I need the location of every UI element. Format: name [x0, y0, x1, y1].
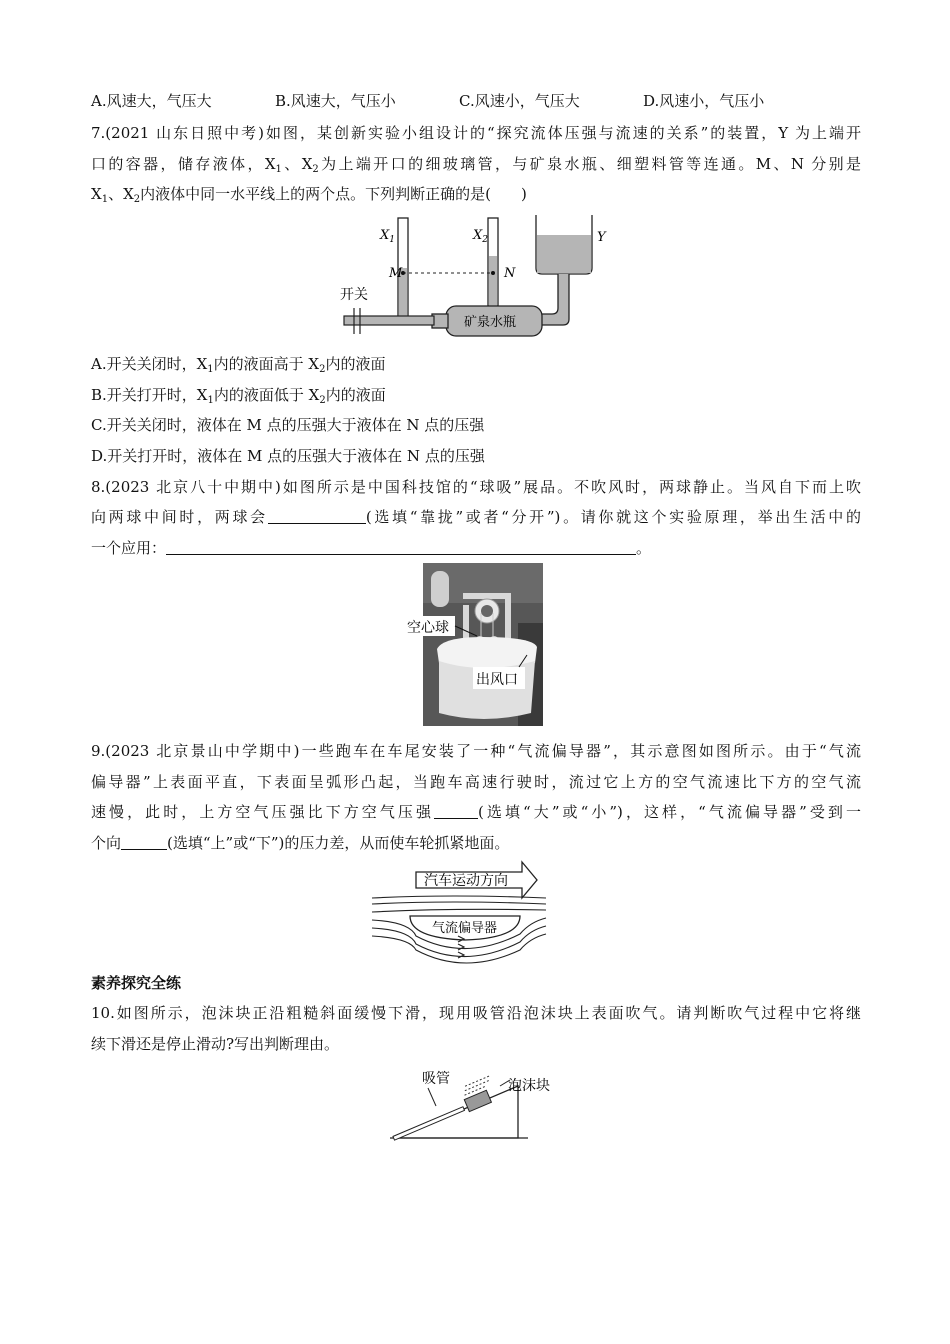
q9-line3: 速慢，此时，上方空气压强比下方空气压强 (选填“大”或“小”)，这样，“气流偏导器”受到一 [91, 803, 861, 821]
q9-deflector-figure [370, 858, 548, 968]
q7-option-b: B.开关打开时，$X_1$内的液面低于 $X_2$内的液面 [91, 386, 386, 406]
n-label: N [504, 266, 516, 281]
x1-label: $X_1$ [380, 228, 395, 245]
q6-option-d: D.风速小，气压小 [643, 92, 765, 110]
bottle-label: 矿泉水瓶 [464, 315, 517, 330]
q6-option-b: B.风速大，气压小 [275, 92, 396, 110]
q7-line1: 7.(2021 山东日照中考)如图，某创新实验小组设计的“探究流体压强与流速的关系”的装置，Y 为上端开 [91, 124, 861, 142]
q9-line2: 偏导器”上表面平直，下表面呈弧形凸起，当跑车高速行驶时，流过它上方的空气流速比下方的空气流 [91, 773, 861, 791]
q7-option-a: A.开关关闭时，$X_1$内的液面高于 $X_2$内的液面 [91, 355, 386, 375]
q9-line4: 个向 (选填“上”或“下”)的压力差，从而使车轮抓紧地面。 [91, 834, 510, 852]
x2-label: $X_2$ [473, 228, 488, 245]
q8-line1: 8.(2023 北京八十中期中)如图所示是中国科技馆的“球吸”展品。不吹风时，两球静止。当风自下而上吹 [91, 478, 861, 496]
deflector-label: 气流偏导器 [432, 921, 498, 936]
q7-line3: $X_1$、$X_2$内液体中同一水平线上的两个点。下列判断正确的是( ) [91, 185, 527, 205]
q10-line2: 续下滑还是停止滑动?写出判断理由。 [91, 1035, 340, 1053]
y-label: Y [597, 230, 606, 245]
q7-line2: 口的容器，储存液体，$X_1$、$X_2$为上端开口的细玻璃管，与矿泉水瓶、细塑料管等连通。M、N 分别是 [91, 155, 861, 175]
q7-apparatus-figure [336, 210, 621, 342]
q8-line3: 一个应用： 。 [91, 539, 652, 557]
q10-slope-figure [388, 1066, 562, 1142]
q8-line2: 向两球中间时，两球会 (选填“靠拢”或者“分开”)。请你就这个实验原理，举出生活中的 [91, 508, 861, 526]
q9-answer-blank-1[interactable] [434, 803, 478, 819]
m-label: M [389, 266, 403, 281]
q8-photo-figure [407, 563, 543, 726]
q6-option-c: C.风速小，气压大 [459, 92, 580, 110]
straw-label: 吸管 [422, 1071, 450, 1087]
q8-answer-blank-1[interactable] [268, 508, 366, 524]
q9-answer-blank-2[interactable] [121, 834, 167, 850]
q6-option-a: A.风速大，气压大 [91, 92, 212, 110]
q8-answer-blank-2[interactable] [166, 539, 636, 555]
q7-option-d: D.开关打开时，液体在 M 点的压强大于液体在 N 点的压强 [91, 447, 485, 465]
q7-option-c: C.开关关闭时，液体在 M 点的压强大于液体在 N 点的压强 [91, 416, 485, 434]
ball-label: 空心球 [407, 620, 449, 636]
q10-line1: 10.如图所示，泡沫块正沿粗糙斜面缓慢下滑，现用吸管沿泡沫块上表面吹气。请判断吹气过程中它将继 [91, 1004, 861, 1022]
direction-label: 汽车运动方向 [424, 873, 508, 889]
outlet-label: 出风口 [476, 672, 518, 688]
section-title: 素养探究全练 [91, 974, 182, 992]
switch-label: 开关 [340, 287, 368, 303]
foam-label: 泡沫块 [508, 1078, 550, 1094]
q9-line1: 9.(2023 北京景山中学期中)一些跑车在车尾安装了一种“气流偏导器”，其示意图如图所示。由于“气流 [91, 742, 861, 760]
